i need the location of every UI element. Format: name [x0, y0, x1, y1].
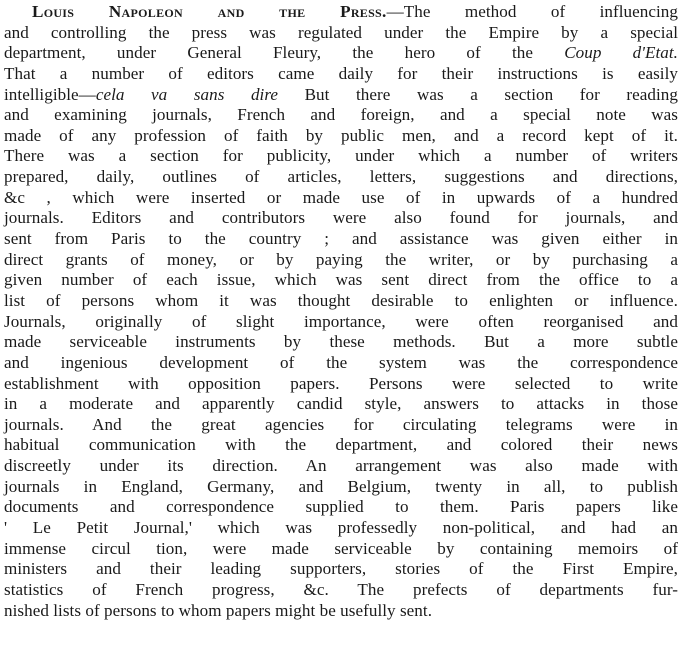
article-line: [4, 435, 678, 456]
line-text: sent from Paris to the country ; and assistance was given either in: [4, 229, 678, 249]
article-line: [4, 229, 678, 250]
article-line: [4, 374, 678, 395]
line-text: There was a section for publicity, under which a number of writers: [4, 146, 678, 166]
line-text: and ingenious development of the system was the correspondence: [4, 352, 678, 372]
line-text: &c , which were inserted or made use of in upwards of a hundred: [4, 187, 678, 207]
article-line: [4, 105, 678, 126]
line-text: direct grants of money, or by paying the writer, or by purchasing a: [4, 249, 678, 269]
line-text: intelligible—: [4, 84, 96, 104]
article-line: [4, 394, 678, 415]
line-text: and examining journals, French and foreign, and a special note was: [4, 105, 678, 125]
line-text: department, under General Fleury, the hero of the: [4, 43, 565, 63]
line-text: journals. Editors and contributors were also found for journals, and: [4, 208, 678, 228]
article-line: [4, 518, 678, 539]
article-headline: Louis Napoleon and the Press.: [32, 2, 387, 21]
article-line: [4, 167, 678, 188]
article-line: [4, 85, 678, 106]
article-line: [4, 126, 678, 147]
article-line: [4, 291, 678, 312]
article-line: [4, 456, 678, 477]
article-line: [4, 559, 678, 580]
line-text: But there was a section for reading: [278, 84, 678, 104]
article-line: [4, 477, 678, 498]
line-text: establishment with opposition papers. Persons were selected to write: [4, 373, 678, 393]
article-line: [4, 146, 678, 167]
line-text: habitual communication with the department, and colored their news: [4, 435, 678, 455]
line-text: given number of each issue, which was sent direct from the office to a: [4, 270, 678, 290]
article-line: [4, 43, 678, 64]
article-line: [4, 188, 678, 209]
italic-phrase: Coup d'Etat.: [564, 43, 678, 63]
line-text: nished lists of persons to whom papers might be usefully sent.: [4, 600, 433, 620]
line-text: Journals, originally of slight importance, were often reorganised and: [4, 311, 678, 331]
line-text: journals in England, Germany, and Belgium, twenty in all, to publish: [4, 476, 678, 496]
line-text: —The method of influencing: [386, 2, 678, 21]
article-line: [4, 250, 678, 271]
article-line: [4, 23, 678, 44]
italic-phrase: cela va sans dire: [95, 84, 279, 104]
line-text: statistics of French progress, &c. The prefects of departments fur-: [4, 579, 678, 599]
article-line: [4, 415, 678, 436]
article-line: [4, 497, 678, 518]
line-text: ' Le Petit Journal,' which was professedly non-political, and had an: [4, 518, 678, 538]
line-text: ministers and their leading supporters, stories of the First Empire,: [4, 559, 678, 579]
article-line: [4, 539, 678, 560]
newspaper-article: [4, 2, 678, 621]
line-text: discreetly under its direction. An arrangement was also made with: [4, 456, 678, 476]
line-text: immense circul tion, were made serviceable by containing memoirs of: [4, 538, 678, 558]
line-text: documents and correspondence supplied to them. Paris papers like: [4, 497, 678, 517]
article-line: [4, 208, 678, 229]
article-line: [4, 2, 678, 23]
article-line: [4, 580, 678, 601]
article-line: [4, 332, 678, 353]
line-text: journals. And the great agencies for circulating telegrams were in: [4, 414, 678, 434]
line-text: in a moderate and apparently candid style, answers to attacks in those: [4, 394, 678, 414]
article-line: [4, 312, 678, 333]
line-text: That a number of editors came daily for their instructions is easily: [4, 63, 678, 83]
article-line: [4, 64, 678, 85]
line-text: made of any profession of faith by public men, and a record kept of it.: [4, 125, 678, 145]
article-line: [4, 353, 678, 374]
line-text: list of persons whom it was thought desirable to enlighten or influence.: [4, 290, 678, 310]
article-line: [4, 270, 678, 291]
article-line: [4, 601, 678, 622]
line-text: made serviceable instruments by these methods. But a more subtle: [4, 332, 678, 352]
line-text: and controlling the press was regulated under the Empire by a special: [4, 22, 678, 42]
line-text: prepared, daily, outlines of articles, letters, suggestions and directions,: [4, 167, 678, 187]
